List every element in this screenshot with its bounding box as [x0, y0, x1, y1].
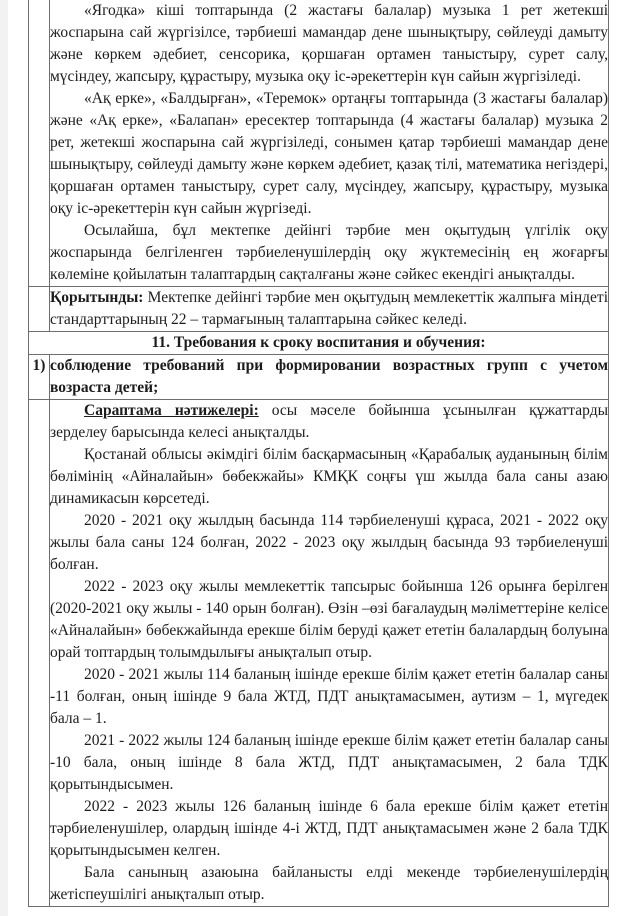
- row-number-cell: [29, 287, 50, 332]
- paragraph: Қостанай облысы әкімдігі білім басқармасының «Қарабалық ауданының білім бөлімінің «Айналайын» бөбекжайы» КМҚК соңғы үш жылда бала саны азаю динамикасын көрсетеді.: [50, 446, 608, 507]
- requirements-table: [28, 0, 609, 907]
- row-number-cell: [29, 0, 50, 287]
- scan-edge-artifact: [0, 0, 8, 916]
- conclusion-text: Мектепке дейінгі тәрбие мен оқытудың мемлекеттік жалпыға міндеті стандарттарының 22 – тармағының талаптарына сәйкес келеді.: [50, 289, 608, 328]
- section-header-cell: 11. Требования к сроку воспитания и обучения:: [29, 332, 609, 355]
- paragraph: «Ақ ерке», «Балдырған», «Теремок» ортаңғы топтарында (3 жастағы балалар) және «Ақ ерке», «Балапан» ересектер топтарында (4 жастағы балалар) музыка 2 рет, жетекші жоспарына сай жүргізіледі, сонымен қатар тәрбиеші мамандар дене шынықтыру, сөйлеуді дамыту және көркем әдебиет, қазақ тілі, математика негіздері, қоршаған ортамен таныстыру, сурет салу, мүсіндеу, жапсыру, құрастыру, музыка оқу іс-әрекеттерін күн сайын жүргізеді.: [50, 90, 608, 217]
- conclusion-label: Қорытынды:: [50, 289, 144, 306]
- numbered-item-text: соблюдение требований при формировании возрастных групп с учетом возраста детей;: [50, 357, 608, 396]
- expertise-lead-text: осы мәселе бойынша ұсынылған құжаттарды зерделеу барысында келесі анықталды.: [50, 402, 608, 441]
- row-number-cell: [29, 400, 50, 907]
- paragraph: 2022 - 2023 оқу жылы мемлекеттік тапсырыс бойынша 126 орынға берілген (2020-2021 оқу жылы - 140 орын болған). Өзін –өзі бағалаудың мәліметтеріне келісе «Айналайын» бөбекжайында ерекше білім беруді қажет ететін балалардың болуына орай топтардың толымдылығы анықталып отыр.: [50, 578, 608, 661]
- paragraph: 2020 - 2021 жылы 114 баланың ішінде ерекше білім қажет ететін балалар саны -11 болған, оның ішінде 9 бала ЖТД, ПДТ анықтамасымен, аутизм – 1, мүгедек бала – 1.: [50, 666, 608, 727]
- row-content-cell: [50, 0, 609, 287]
- paragraph: 2021 - 2022 жылы 124 баланың ішінде ерекше білім қажет ететін балалар саны -10 бала, оның ішінде 8 бала ЖТД, ПДТ анықтамасымен, 2 бала ТДК қорытындысымен.: [50, 732, 608, 793]
- conclusion-cell: [50, 287, 609, 332]
- expertise-lead-paragraph: [50, 400, 608, 444]
- expertise-label: Сараптама нәтижелері:: [84, 402, 259, 419]
- paragraph: Бала санының азаюына байланысты елді мекенде тәрбиеленушілердің жетіспеушілігі анықталып отыр.: [50, 864, 608, 903]
- row-number-cell: 1): [29, 355, 50, 400]
- numbered-item-cell: [50, 355, 609, 400]
- paragraph: 2022 - 2023 жылы 126 баланың ішінде 6 бала ерекше білім қажет ететін тәрбиеленушілер, олардың ішінде 4-і ЖТД, ПДТ анықтамасымен және 2 бала ТДК қорытындысымен келген.: [50, 798, 608, 859]
- paragraph: Осылайша, бұл мектепке дейінгі тәрбие мен оқытудың үлгілік оқу жоспарында белгіленген тәрбиеленушілердің оқу жүктемесінің ең жоғарғы көлеміне қойылатын талаптардың сақталғаны және сәйкес екендігі анықталды.: [50, 222, 608, 283]
- paragraph: 2020 - 2021 оқу жылдың басында 114 тәрбиеленуші құраса, 2021 - 2022 оқу жылы бала саны 124 болған, 2022 - 2023 оқу жылдың басында 93 тәрбиеленуші болған.: [50, 512, 608, 573]
- table-row: [29, 287, 609, 332]
- table-row: [29, 0, 609, 287]
- table-row: [29, 332, 609, 355]
- paragraph: «Ягодка» кіші топтарында (2 жастағы балалар) музыка 1 рет жетекші жоспарына сай жүргізілсе, тәрбиеші мамандар дене шынықтыру, сөйлеуді дамыту және көркем әдебиет, сенсорика, қоршаған ортамен таныстыру, сурет салу, мүсіндеу, жапсыру, құрастыру, музыка оқу іс-әрекеттерін күн сайын жүргізіледі.: [50, 2, 608, 85]
- table-row: [29, 400, 609, 907]
- expertise-cell: [50, 400, 609, 907]
- conclusion-paragraph: [50, 287, 608, 331]
- table-row: [29, 355, 609, 400]
